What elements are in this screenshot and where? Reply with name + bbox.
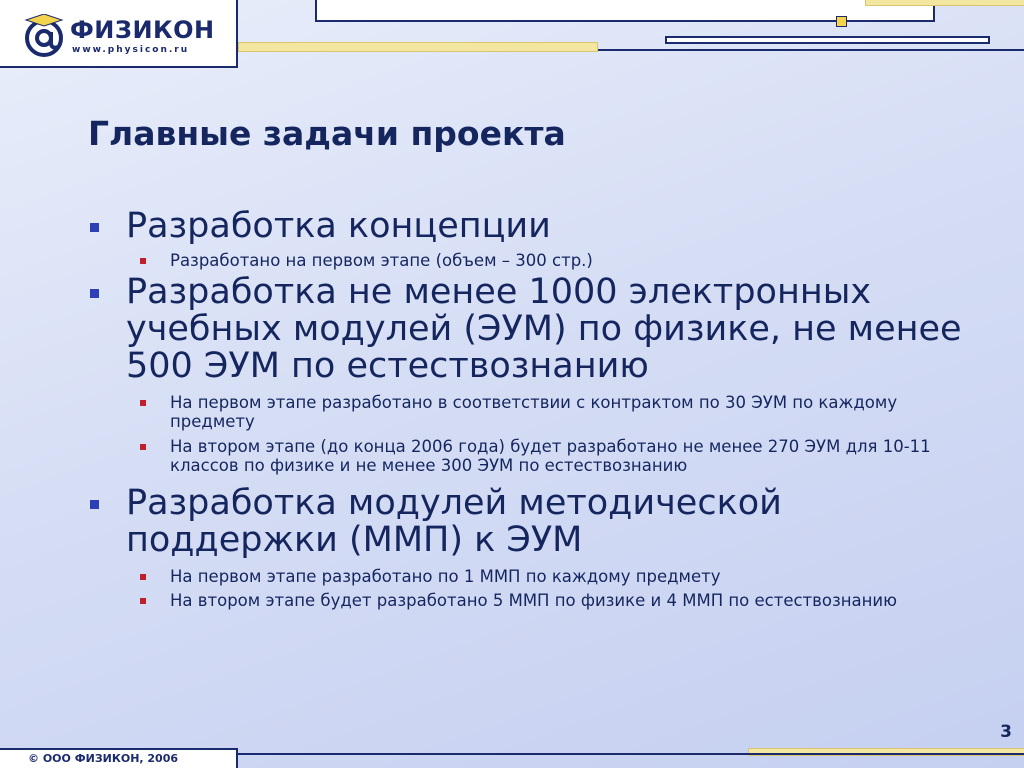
- header-yellow-bar-right: [865, 0, 1024, 6]
- bullet-text: Разработка модулей методической поддержки (ММП) к ЭУМ: [126, 483, 782, 560]
- sub-bullet-item: [88, 393, 968, 431]
- sub-bullet-square-icon: [140, 574, 146, 580]
- header-yellow-bar: [238, 42, 598, 52]
- sub-bullet-text: Разработано на первом этапе (объем – 300 стр.): [170, 251, 593, 270]
- sub-bullet-item: [88, 591, 968, 610]
- bullet-item: [88, 274, 968, 385]
- sub-bullet-text: На втором этапе будет разработано 5 ММП по физике и 4 ММП по естествознанию: [170, 591, 898, 610]
- bullet-item: [88, 485, 968, 559]
- bullet-square-icon: [90, 289, 99, 298]
- sub-bullet-square-icon: [140, 598, 146, 604]
- bullet-list: [88, 208, 968, 610]
- sub-bullet-square-icon: [140, 400, 146, 406]
- copyright-text: © ООО ФИЗИКОН, 2006: [28, 752, 179, 765]
- footer-line: [238, 753, 1024, 755]
- sub-bullet-text: На втором этапе (до конца 2006 года) будет разработано не менее 270 ЭУМ для 10-11 классов по физике и не менее 300 ЭУМ по естествознанию: [170, 437, 931, 475]
- header-line: [598, 49, 1024, 51]
- sub-bullet-item: [88, 567, 968, 586]
- page-number: 3: [1000, 722, 1012, 742]
- slide-title: Главные задачи проекта: [88, 114, 566, 153]
- sub-bullet-item: [88, 437, 968, 475]
- footer: [0, 748, 238, 768]
- sub-bullet-square-icon: [140, 258, 146, 264]
- logo-url: www.physicon.ru: [72, 45, 190, 55]
- header-outline-bar-small: [665, 36, 990, 44]
- header-square-marker: [836, 16, 847, 27]
- logo: [0, 0, 238, 68]
- sub-bullet-item: [88, 251, 968, 270]
- bullet-square-icon: [90, 500, 99, 509]
- sub-bullet-square-icon: [140, 444, 146, 450]
- at-sign-logo-icon: [22, 14, 66, 58]
- bullet-text: Разработка не менее 1000 электронных учебных модулей (ЭУМ) по физике, не менее 500 ЭУМ по естествознанию: [126, 272, 962, 386]
- sub-bullet-text: На первом этапе разработано по 1 ММП по каждому предмету: [170, 567, 721, 586]
- bullet-text: Разработка концепции: [126, 206, 551, 246]
- bullet-square-icon: [90, 223, 99, 232]
- logo-name: ФИЗИКОН: [70, 16, 215, 44]
- bullet-item: [88, 208, 968, 245]
- sub-bullet-text: На первом этапе разработано в соответствии с контрактом по 30 ЭУМ по каждому предмету: [170, 393, 898, 431]
